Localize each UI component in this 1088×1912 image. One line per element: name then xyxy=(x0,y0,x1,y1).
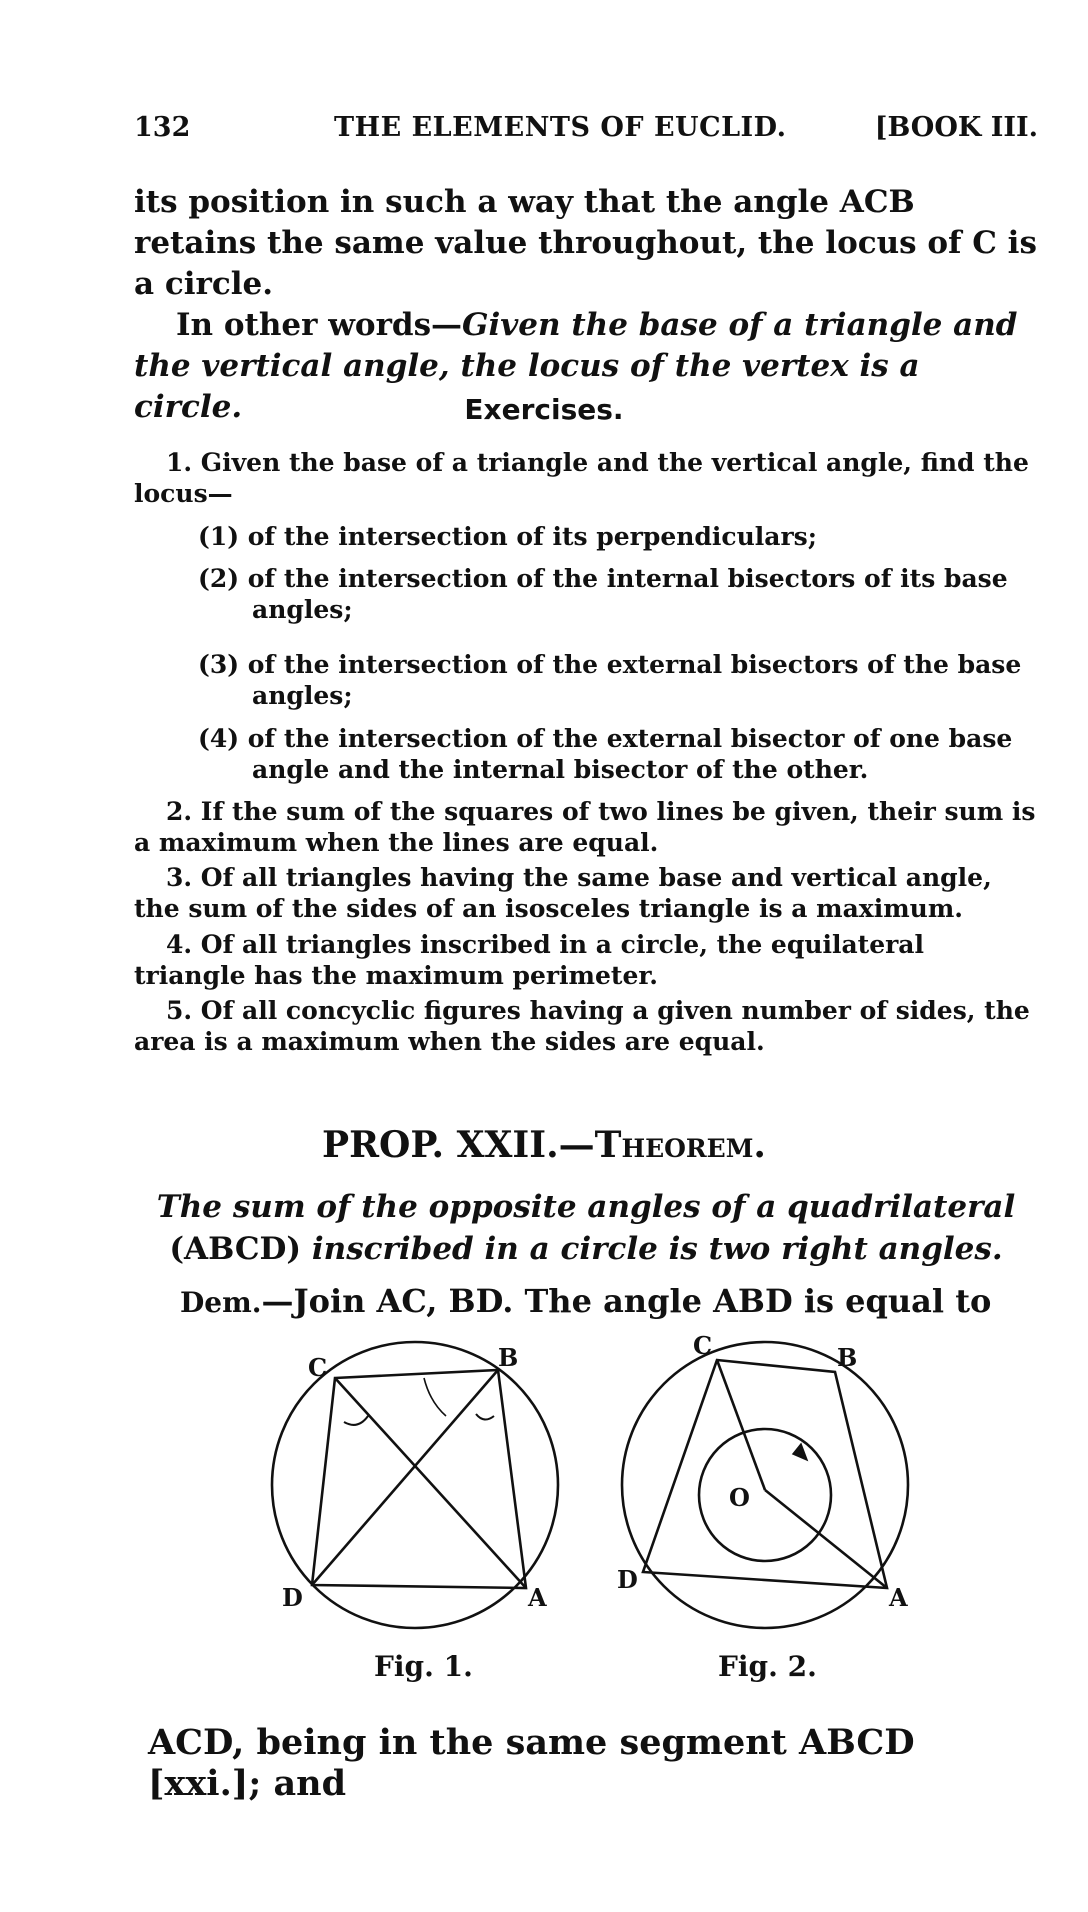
proposition-title xyxy=(0,1124,1088,1166)
fig1-label-b: B xyxy=(498,1343,519,1372)
intro-paragraph xyxy=(134,182,1038,428)
intro-line-2-italic: Given the base of a triangle and the vertical angle, the locus of the vertex is a circle. xyxy=(134,307,1018,425)
fig1-angle-arc-c xyxy=(344,1416,368,1425)
fig1-diagonal-ca xyxy=(335,1378,526,1588)
book-reference: [BOOK III. xyxy=(874,112,1038,143)
theorem-statement-italic-1: The sum of the opposite angles of a quadrilateral xyxy=(156,1189,1016,1225)
exercise-5-text: 5. Of all concyclic figures having a given number of sides, the area is a maximum when the sides are equal. xyxy=(134,996,1030,1056)
intro-line-1: its position in such a way that the angle ACB retains the same value throughout, the locus of C is a circle. xyxy=(134,184,1037,302)
theorem-statement-plain: (ABCD) xyxy=(169,1231,302,1267)
fig1-label-c: C xyxy=(308,1353,328,1382)
exercise-3-text: 3. Of all triangles having the same base and vertical angle, the sum of the sides of an isosceles triangle is a maximum. xyxy=(134,863,992,923)
exercise-1-text: 1. Given the base of a triangle and the vertical angle, find the locus— xyxy=(134,448,1029,508)
theorem-statement xyxy=(134,1186,1038,1270)
fig2-quadrilateral xyxy=(643,1360,887,1588)
demonstration-text: —Join AC, BD. The angle ABD is equal to xyxy=(261,1282,992,1320)
fig2-label-d: D xyxy=(617,1565,638,1594)
intro-line-2-plain: In other words— xyxy=(176,307,463,343)
fig1-quadrilateral xyxy=(312,1370,526,1588)
figure-2-diagram xyxy=(605,1330,935,1640)
exercise-5 xyxy=(134,995,1038,1057)
fig1-label-a: A xyxy=(528,1583,547,1612)
fig1-label-d: D xyxy=(282,1583,303,1612)
fig2-inner-circle xyxy=(699,1429,831,1561)
proposition-number: PROP. XXII.— xyxy=(322,1124,595,1166)
fig2-arrow-icon xyxy=(793,1444,807,1460)
exercise-1-part-2: (2) of the intersection of the internal bisectors of its base angles; xyxy=(198,564,1008,624)
fig1-angle-arc-b2 xyxy=(424,1378,446,1416)
fig2-line-co xyxy=(717,1360,765,1490)
fig2-label-c: C xyxy=(693,1331,713,1360)
fig2-label-b: B xyxy=(837,1343,858,1372)
figure-1-diagram xyxy=(260,1330,570,1640)
exercise-1-part-4: (4) of the intersection of the external bisector of one base angle and the internal bisector of the other. xyxy=(198,724,1013,784)
exercise-2 xyxy=(134,796,1038,858)
continuation-line: ACD, being in the same segment ABCD [xxi.]; and xyxy=(148,1722,915,1804)
proposition-kind: Theorem. xyxy=(594,1124,766,1166)
figure-2-caption: Fig. 2. xyxy=(718,1650,817,1683)
demonstration-line xyxy=(134,1282,1038,1320)
running-title: THE ELEMENTS OF EUCLID. xyxy=(334,112,787,143)
theorem-statement-italic-2: inscribed in a circle is two right angles. xyxy=(311,1231,1003,1267)
fig2-label-a: A xyxy=(889,1583,908,1612)
exercise-1-part-1: (1) of the intersection of its perpendiculars; xyxy=(198,522,817,551)
exercise-3 xyxy=(134,862,1038,924)
demonstration-label: Dem. xyxy=(180,1286,262,1319)
exercises-heading: Exercises. xyxy=(464,393,624,426)
running-header xyxy=(134,112,1038,152)
fig2-label-o: O xyxy=(729,1483,750,1512)
exercise-4 xyxy=(134,929,1038,991)
fig2-line-oa xyxy=(765,1490,887,1588)
fig1-diagonal-bd xyxy=(312,1370,498,1585)
exercise-1 xyxy=(134,447,1038,509)
exercise-1-part-3: (3) of the intersection of the external bisectors of the base angles; xyxy=(198,650,1022,710)
exercise-4-text: 4. Of all triangles inscribed in a circle, the equilateral triangle has the maximum perimeter. xyxy=(134,930,925,990)
fig1-angle-arc-b xyxy=(476,1414,494,1420)
exercise-2-text: 2. If the sum of the squares of two lines be given, their sum is a maximum when the lines are equal. xyxy=(134,797,1036,857)
figure-1-caption: Fig. 1. xyxy=(374,1650,473,1683)
fig2-circle xyxy=(622,1342,908,1628)
page-number: 132 xyxy=(134,112,191,143)
